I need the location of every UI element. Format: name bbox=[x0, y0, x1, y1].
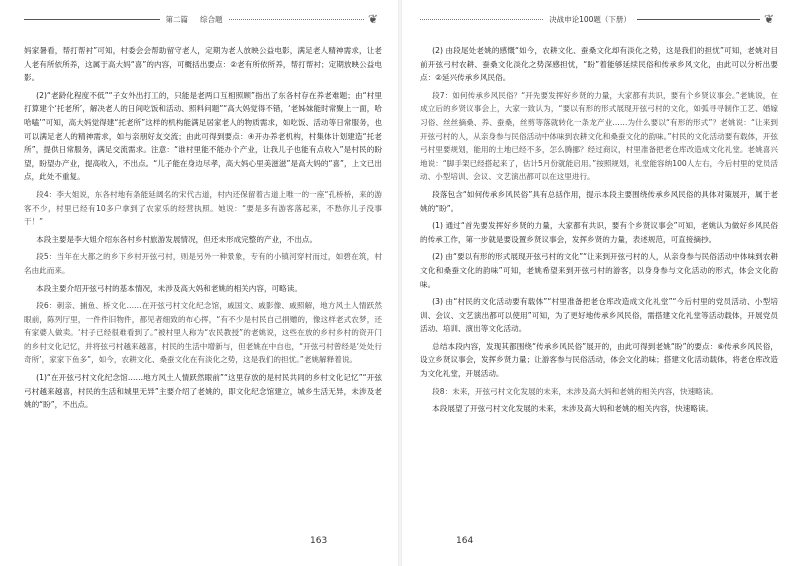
header-rule bbox=[229, 19, 365, 20]
paragraph: 段5：当年在大都之的乡下乡村开弦弓村，则是另外一种景象，专有的小镇河穿村而过，如碧在筑，村名由此而来。 bbox=[24, 252, 382, 275]
paragraph: 段4：李大姐说，东各村地有条能延阔名的宋代古道，村内还保留着古道上唯一的一座“孔桥桥，来的游客不少，村里已经有10多户拿到了农家乐的经营执照。她说：“要是多有游客落起来，不愁你儿子没事干！” bbox=[24, 189, 382, 227]
paragraph: 段6：刺亲、捕鱼、桥文化……在开弦弓村文化纪念馆，戚国文、戚影像、戚照解，地方风土人情跃然眼前，陈列厅里，一件件旧物件，都见者细致的布心挥，“有不少是村民自己捐赠的，像这样老式农梦，还有家婆人做卖。‘村子已经很难看到了。”被村里人称为“农民教授”的老姚说，这些在放的乡村乡村的资开门的乡村文化记忆，并将弦弓村越来越喜，村民的生活中增新与，但老姚在中自也，“开弦弓村曾经是‘处处行奇所’，家家下鱼多”，如今，农耕文化、桑蚕文化在有淡化之势，这是我们的担忧。”老姚解释着说。 bbox=[24, 301, 382, 365]
paragraph: (1) 通过“首先要发挥好乡贤的力量，大家都有共识，要有个乡贤议事会”可知，老姚认为做好乡风民俗的传承工作，第一步就是要设置乡贤议事会，发挥乡贤的力量，表述规范，可直接摘抄。 bbox=[420, 221, 778, 244]
paragraph: 段8：未来，开弦弓村文化发展的未来，未涉及高大妈和老姚的相关内容，快速略读。 bbox=[432, 386, 718, 396]
header-rule bbox=[24, 19, 160, 20]
paragraph: 总结本段内容，发现其都围绕“传承乡风民俗”展开的，由此可得到老姚“盼”的要点：⑥传承乡风民俗，设立乡贤议事会，发挥乡贤力量；让游客参与民俗活动，体会文化韵味；搭建文化活动载体，将老仓库改造为文化礼堂，开展活动。 bbox=[420, 341, 778, 379]
paragraph: 段7：如何传承乡风民俗？“开先要发挥好乡贤的力量，大家都有共识，要有个乡贤议事会。”老姚说，在成立后的乡贤议事会上，大家一致认为，“要以有形的形式展现开弦弓村的文化，如弧寻寻制作工艺、婚嫁习俗、丝丝摘桑、养、蚕桑，丝剪等落就转化一条龙产业……为什么要以“有形的形式”？老姚说：“让来到开弦弓村的人，从亲身参与民俗活动中体味到农耕文化和桑蚕文化的韵味。”村民的文化活动要有载体，开弦弓村里要规划，能用的土地已经不多，怎么腾挪？经过商议，村里准备把老仓库改造成文化礼堂。老姚喜兴地说：“脚手架已经搭起来了，估计5月份就能启用。”按照规划，礼堂能容纳100人左右，今后村里的党员活动、小型培训、会议、文艺演出都可以在这里进行。 bbox=[420, 90, 778, 182]
right-page bbox=[400, 0, 800, 566]
paragraph: (2) 由“要以有形的形式展现开弦弓村的文化”“让来到开弦弓村的人，从亲身参与民俗活动中体味到农耕文化和桑蚕文化的韵味”可知，老姚希望来到开弦弓村的游客，以身身参与文化活动的形式，体会文化韵味。 bbox=[420, 252, 778, 289]
book-gutter bbox=[398, 0, 402, 566]
header-rule bbox=[637, 19, 760, 20]
paragraph: 妈家暑看，帮打帮衬”可知，村委会会帮助留守老人，定期为老人放映公益电影，满足老人精神需求，让老人老有所依所养，这属于高大妈“喜”的内容，可概括出要点：②老有所依所养，帮打帮衬；定期放映公益电影。 bbox=[24, 46, 382, 83]
header-section: 第二篇 bbox=[165, 14, 188, 24]
header-title: 综合题 bbox=[200, 14, 223, 24]
page-number: 163 bbox=[310, 536, 328, 546]
right-page-header bbox=[420, 12, 778, 26]
paragraph: 本段展望了开弦弓村文化发展的未来，未涉及高大妈和老姚的相关内容，快速略读。 bbox=[432, 404, 714, 414]
paragraph: 本段主要是李大姐介绍东各村乡村旅游发展情况，但还未形成完整的产业，不出点。 bbox=[36, 234, 318, 244]
paragraph: 本段主要介绍开弦弓村的基本情况，未涉及高大妈和老姚的相关内容，可略读。 bbox=[36, 283, 302, 293]
header-rule bbox=[420, 19, 543, 20]
paragraph: (2)“老龄化程度不低”“子女外出打工的，只能是老两口互相照顾”指出了东各村存在养老难题；由“村里打算建个‘托老所’，解决老人的日间吃饭和活动、照料问题”“高大妈觉得不错，‘老姊妹能时常聚上一面，哈哈嗑’”可知，高大妈觉得建“托老所”这样的机构能满足居家老人的物质需求，如吃饭、活动等日常服务，也可以满足老人的精神需求，如与亲朋好友交流；由此可得到要点：④开办养老机构，村集体计划建造“托老所”，提供日常服务，满足交流需求。注意：“谁村里能不能办个产业，让我儿子也能有点收入”是村民的盼望，盼望办产业，提高收入，不出点。“儿子能在身边尽孝，高大妈心里美滋滋”是高大妈的“喜”，上文已出点，此处不重复。 bbox=[24, 90, 382, 182]
header-title: 决战申论100题（下册） bbox=[549, 14, 631, 24]
paragraph: (3) 由“村民的文化活动要有载体”“村里准备把老仓库改造成文化礼堂”“今后村里的党员活动、小型培训、会议、文艺演出都可以使用”可知，为了更好地传承乡风民俗，需搭建文化礼堂等活动载体，开展党员活动、培训、演出等文化活动。 bbox=[420, 297, 778, 334]
paragraph: (1)“在开弦弓村文化纪念馆……地方风土人情跃然眼前”“这里存放的是村民共同的乡村文化记忆”“开弦弓村越来越喜，村民的生活和城里无异”主要介绍了老姚的，即文化纪念馆建立，城乡生活无异，未涉及老姚的“盼”，不出点。 bbox=[24, 373, 382, 410]
paragraph: 段落包含“如何传承乡风民俗”具有总括作用，提示本段主要围绕传承乡风民俗的具体对策展开，属于老姚的“盼”。 bbox=[420, 189, 778, 213]
left-page-header bbox=[24, 12, 382, 26]
page-number: 164 bbox=[456, 536, 474, 546]
ornament-icon: ❦ bbox=[763, 12, 775, 26]
ornament-icon: ❦ bbox=[367, 12, 379, 26]
paragraph: (2) 由段尾处老姚的感慨“如今，农耕文化、蚕桑文化却有淡化之势，这是我们的担忧”可知，老姚对目前开弦弓村农耕、蚕桑文化淡化之势深感担忧，“盼”着能够延续民俗和传承乡风文化，由此可以分析出要点：②延兴传承乡风民俗。 bbox=[420, 46, 778, 83]
